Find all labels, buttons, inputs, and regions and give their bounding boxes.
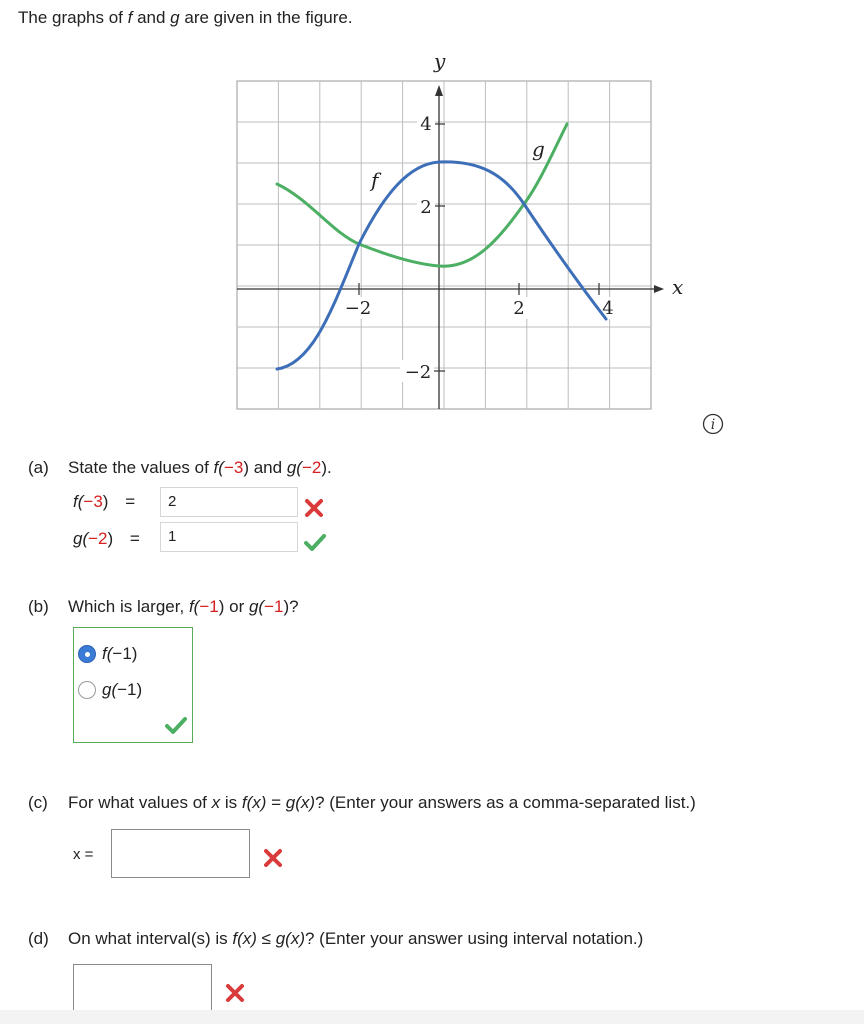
part-a-label: (a) (28, 458, 49, 477)
part-a-num2: −2 (301, 458, 322, 477)
row2-close: ) (107, 529, 114, 548)
f-neg3-input[interactable]: 2 (160, 487, 298, 517)
label-f: f (371, 168, 379, 192)
row1-fn: f( (73, 492, 84, 511)
g-neg2-input[interactable]: 1 (160, 522, 298, 552)
graph-svg (234, 54, 694, 414)
part-c-input[interactable] (111, 829, 250, 878)
part-a-text: State the values of (68, 458, 214, 477)
incorrect-x-icon (262, 847, 284, 869)
part-d-text2: ? (Enter your answer using interval notation.) (305, 929, 644, 948)
part-a-question (28, 458, 332, 478)
part-c-gx: g(x) (285, 793, 316, 812)
intro-text: are given in the figure. (179, 8, 353, 27)
part-b-end: )? (283, 597, 299, 616)
part-c-question (28, 793, 696, 813)
part-a-num1: −3 (223, 458, 244, 477)
opt-f-fn: f( (102, 644, 113, 663)
part-b-num: −1 (199, 597, 219, 616)
part-b-num2: −1 (264, 597, 284, 616)
part-c-text3: ? (Enter your answers as a comma-separated list.) (315, 793, 696, 812)
part-d-gx: g(x) (275, 929, 305, 948)
row1-close: ) (102, 492, 109, 511)
tick-label-y-neg2: −2 (404, 362, 432, 383)
row2-num: −2 (88, 529, 108, 548)
part-b-question (28, 597, 299, 617)
part-b-text: Which is larger, (68, 597, 189, 616)
correct-check-icon (164, 714, 186, 736)
tick-label-x-4: 4 (602, 298, 614, 319)
intro-text: and (132, 8, 171, 27)
graph-figure (234, 54, 694, 414)
opt-g-close: ) (136, 680, 143, 699)
row1-num: −3 (83, 492, 103, 511)
part-c-label: (c) (28, 793, 48, 812)
intro-f: f (127, 8, 133, 27)
info-icon[interactable] (702, 413, 724, 435)
part-a-end: ). (321, 458, 332, 477)
part-b-f: f( (188, 597, 200, 616)
part-a-close: ) (243, 458, 249, 477)
part-d-input[interactable] (73, 964, 212, 1013)
part-c-text: For what values of (68, 793, 212, 812)
part-d-label: (d) (28, 929, 49, 948)
opt-f-close: ) (131, 644, 138, 663)
part-b-label: (b) (28, 597, 49, 616)
opt-f-num: −1 (112, 644, 132, 663)
part-d-question (28, 929, 643, 949)
row2-eq: = (129, 529, 140, 548)
part-c-eq: = (266, 793, 286, 812)
part-d-fx: f(x) (232, 929, 257, 948)
tick-label-x-neg2: −2 (344, 298, 372, 319)
tick-label-x-2: 2 (513, 298, 525, 319)
radio-label-f (102, 644, 137, 664)
part-c-x: x (211, 793, 221, 812)
part-a-and: and (249, 458, 287, 477)
g-neg2-label (73, 529, 140, 549)
part-c-text2: is (220, 793, 242, 812)
x-equals-label: x = (73, 846, 94, 863)
f-neg3-label (73, 492, 135, 512)
axis-label-x: x (672, 275, 684, 299)
tick-label-y-2: 2 (420, 197, 432, 218)
part-d-text: On what interval(s) is (68, 929, 233, 948)
intro-text: The graphs of (18, 8, 128, 27)
svg-text:i: i (710, 417, 716, 433)
problem-intro (18, 8, 353, 28)
y-axis-arrow (435, 85, 443, 96)
radio-option-g[interactable] (78, 680, 142, 700)
part-b-or: or (224, 597, 249, 616)
x-axis-arrow (654, 285, 664, 293)
radio-button[interactable] (78, 681, 96, 699)
incorrect-x-icon (224, 982, 246, 1004)
row2-fn: g( (73, 529, 89, 548)
incorrect-x-icon (303, 497, 325, 519)
radio-label-g (102, 680, 142, 700)
intro-g: g (170, 8, 180, 27)
bottom-bar (0, 1010, 864, 1024)
part-a-g: g( (286, 458, 302, 477)
axis-label-y: y (434, 54, 446, 73)
opt-g-num: −1 (117, 680, 137, 699)
row1-eq: = (125, 492, 136, 511)
part-b-g: g( (248, 597, 265, 616)
part-a-f: f( (213, 458, 224, 477)
radio-button-selected[interactable] (78, 645, 96, 663)
part-b-radio-group (73, 627, 193, 743)
correct-check-icon (303, 531, 325, 553)
part-b-close: ) (218, 597, 225, 616)
radio-option-f[interactable] (78, 644, 137, 664)
opt-g-fn: g( (102, 680, 118, 699)
tick-marks (359, 124, 599, 371)
part-c-fx: f(x) (241, 793, 267, 812)
label-g: g (532, 137, 545, 161)
tick-label-y-4: 4 (420, 114, 432, 135)
part-d-le: ≤ (256, 929, 276, 948)
